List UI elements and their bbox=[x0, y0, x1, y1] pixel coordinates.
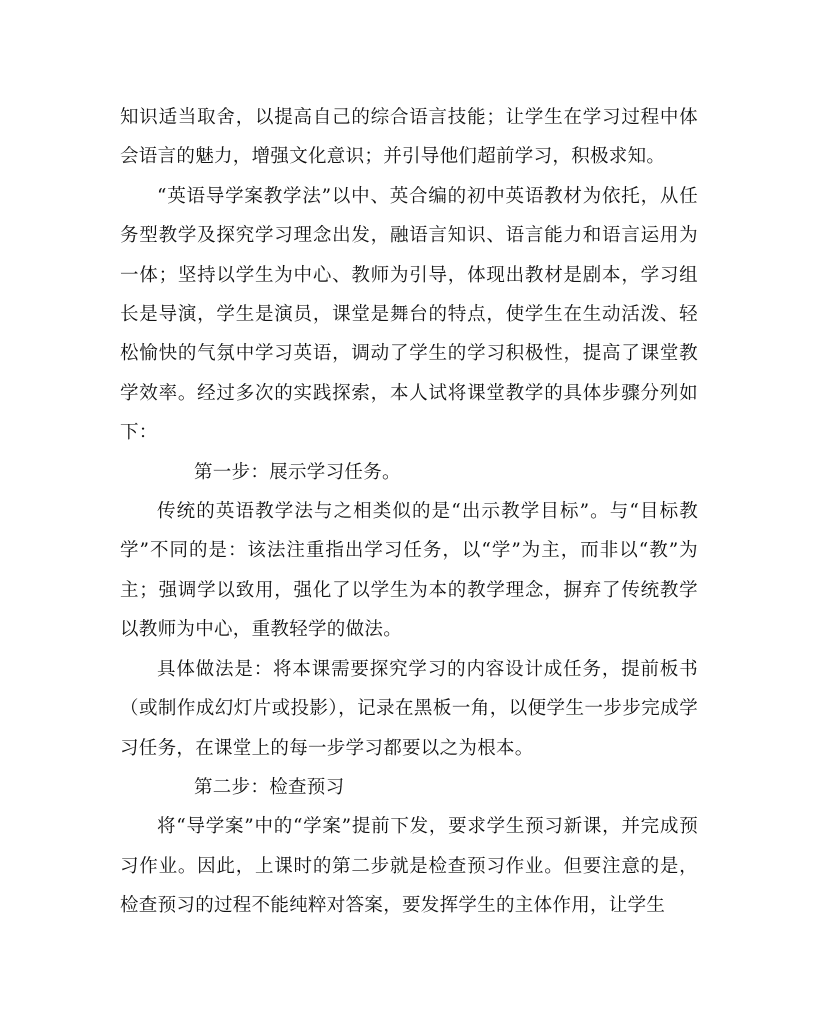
paragraph-method-intro: “英语导学案教学法”以中、英合编的初中英语教材为依托，从任务型教学及探究学习理念出发，融语言知识、语言能力和语言运用为一体；坚持以学生为中心、教师为引导，体现出教材是剧本，学习组长是导演，学生是演员，课堂是舞台的特点，使学生在生动活泼、轻松愉快的气氛中学习英语，调动了学生的学习积极性，提高了课堂教学效率。经过多次的实践探索，本人试将课堂教学的具体步骤分列如下： bbox=[120, 185, 698, 444]
paragraph-step-one-explanation: 传统的英语教学法与之相类似的是“出示教学目标”。与“目标教学”不同的是：该法注重指出学习任务，以“学”为主，而非以“教”为主；强调学以致用，强化了以学生为本的教学理念，摒弃了传统教学以教师为中心，重教轻学的做法。 bbox=[120, 501, 698, 641]
step-one-heading: 第一步：展示学习任务。 bbox=[194, 461, 401, 483]
paragraph-step-one-practice: 具体做法是：将本课需要探究学习的内容设计成任务，提前板书（或制作成幻灯片或投影），记录在黑板一角，以便学生一步步完成学习任务，在课堂上的每一步学习都要以之为根本。 bbox=[120, 658, 698, 759]
paragraph-continuation: 知识适当取舍，以提高自己的综合语言技能；让学生在学习过程中体会语言的魅力，增强文化意识；并引导他们超前学习，积极求知。 bbox=[120, 107, 698, 168]
paragraph-step-two-explanation: 将“导学案”中的“学案”提前下发，要求学生预习新课，并完成预习作业。因此，上课时的第二步就是检查预习作业。但要注意的是，检查预习的过程不能纯粹对答案，要发挥学生的主体作用，让学生 bbox=[120, 816, 698, 917]
step-two-heading: 第二步：检查预习 bbox=[194, 776, 345, 798]
